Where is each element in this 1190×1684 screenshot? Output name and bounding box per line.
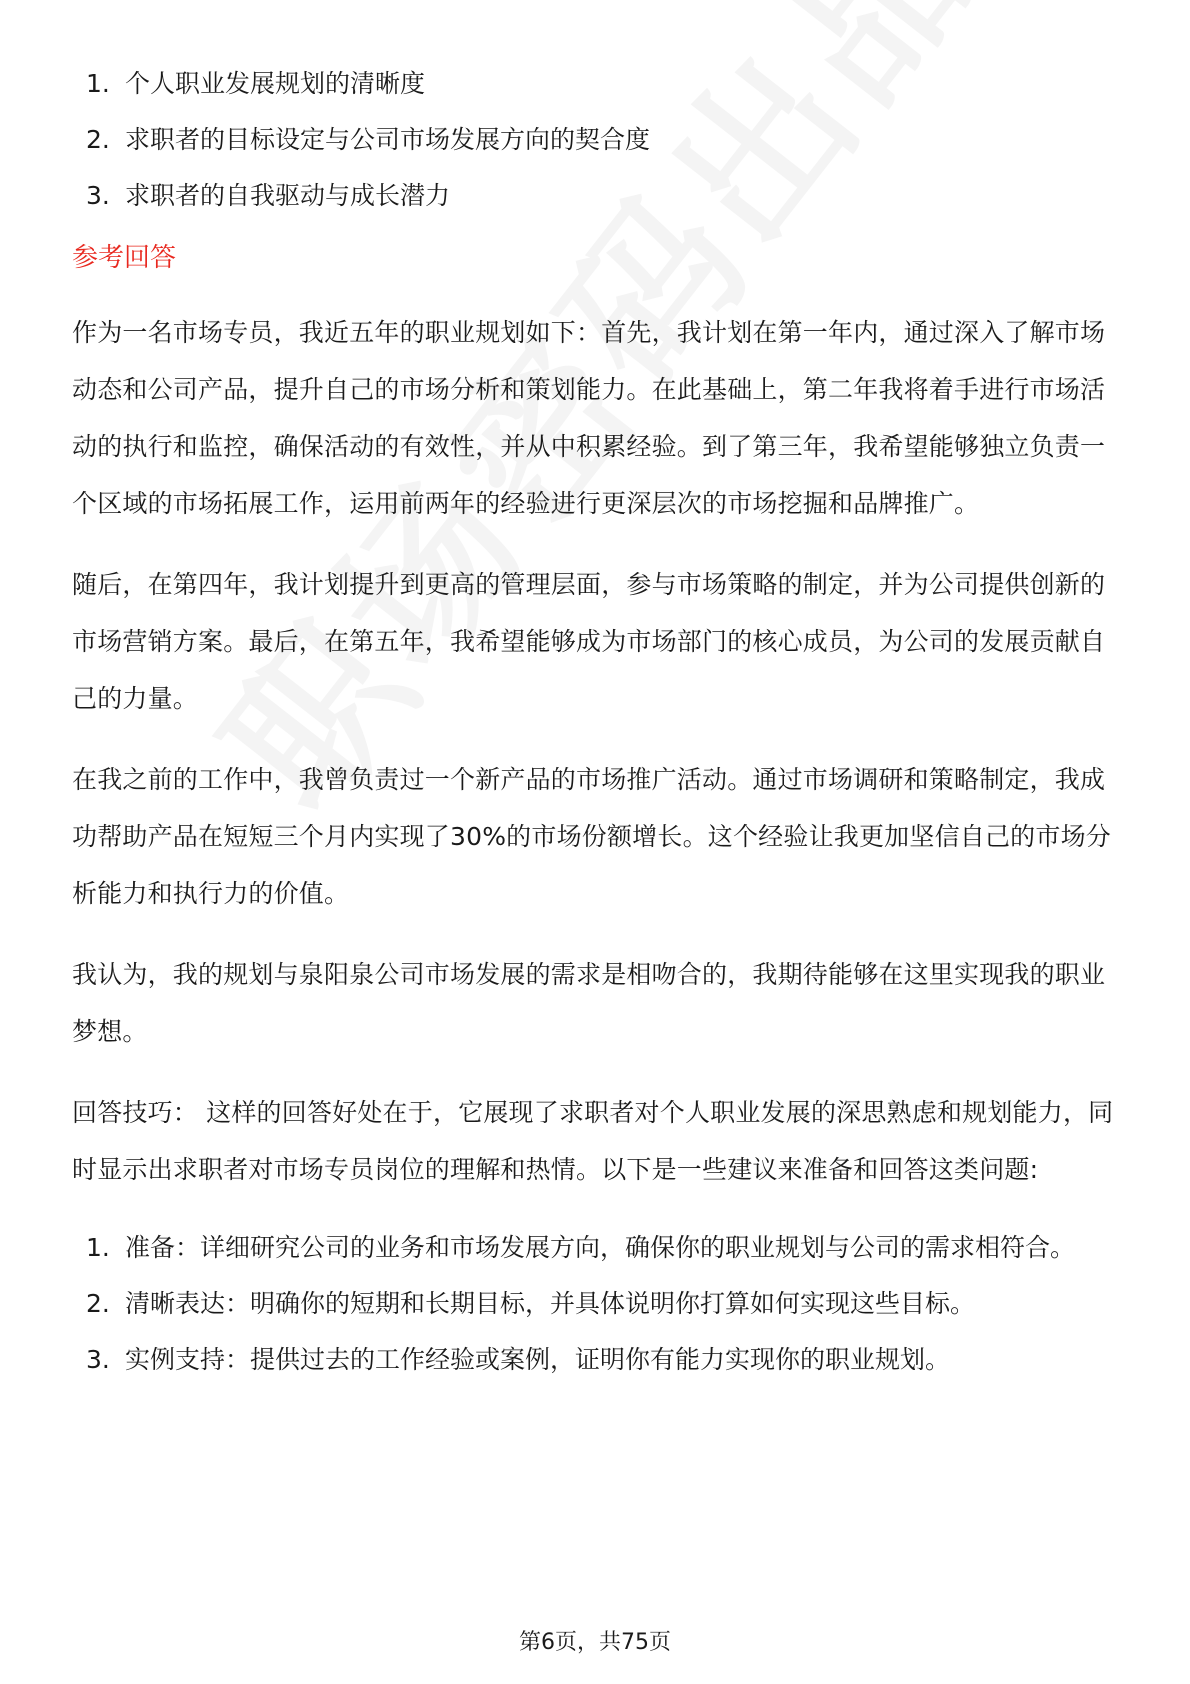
answer-paragraph: 在我之前的工作中，我曾负责过一个新产品的市场推广活动。通过市场调研和策略制定，我成功帮助产品在短短三个月内实现了30%的市场份额增长。这个经验让我更加坚信自己的市场分析能力和执行力的价值。 <box>72 765 1111 908</box>
list-number: 1. <box>86 69 110 98</box>
list-item <box>72 1332 1122 1388</box>
list-number: 2. <box>86 125 110 154</box>
answer-paragraph: 作为一名市场专员，我近五年的职业规划如下：首先，我计划在第一年内，通过深入了解市场动态和公司产品，提升自己的市场分析和策划能力。在此基础上，第二年我将着手进行市场活动的执行和监控，确保活动的有效性，并从中积累经验。到了第三年，我希望能够独立负责一个区域的市场拓展工作，运用前两年的经验进行更深层次的市场挖掘和品牌推广。 <box>72 318 1106 518</box>
list-text: 实例支持：提供过去的工作经验或案例，证明你有能力实现你的职业规划。 <box>125 1345 951 1374</box>
list-number: 2. <box>86 1289 110 1318</box>
list-item <box>72 168 1122 224</box>
list-number: 1. <box>86 1233 110 1262</box>
list-text: 求职者的自我驱动与成长潜力 <box>125 181 451 210</box>
answer-paragraph: 随后，在第四年，我计划提升到更高的管理层面，参与市场策略的制定，并为公司提供创新的市场营销方案。最后，在第五年，我希望能够成为市场部门的核心成员，为公司的发展贡献自己的力量。 <box>72 570 1106 713</box>
tips-list <box>72 1220 1122 1388</box>
list-text: 准备：详细研究公司的业务和市场发展方向，确保你的职业规划与公司的需求相符合。 <box>125 1233 1076 1262</box>
criteria-list <box>72 56 1122 224</box>
list-text: 求职者的目标设定与公司市场发展方向的契合度 <box>125 125 651 154</box>
list-number: 3. <box>86 181 110 210</box>
tips-paragraph: 回答技巧： 这样的回答好处在于，它展现了求职者对个人职业发展的深思熟虑和规划能力，同时显示出求职者对市场专员岗位的理解和热情。以下是一些建议来准备和回答这类问题: <box>72 1098 1114 1184</box>
list-item <box>72 112 1122 168</box>
document-body <box>72 56 1122 1388</box>
answer-paragraph: 我认为，我的规划与泉阳泉公司市场发展的需求是相吻合的，我期待能够在这里实现我的职业梦想。 <box>72 960 1106 1046</box>
list-item <box>72 1276 1122 1332</box>
page-footer: 第6页，共75页 <box>519 1630 671 1655</box>
list-text: 清晰表达：明确你的短期和长期目标，并具体说明你打算如何实现这些目标。 <box>125 1289 976 1318</box>
list-item <box>72 1220 1122 1276</box>
list-number: 3. <box>86 1345 110 1374</box>
list-text: 个人职业发展规划的清晰度 <box>125 69 426 98</box>
section-heading: 参考回答 <box>72 243 177 273</box>
list-item <box>72 56 1122 112</box>
